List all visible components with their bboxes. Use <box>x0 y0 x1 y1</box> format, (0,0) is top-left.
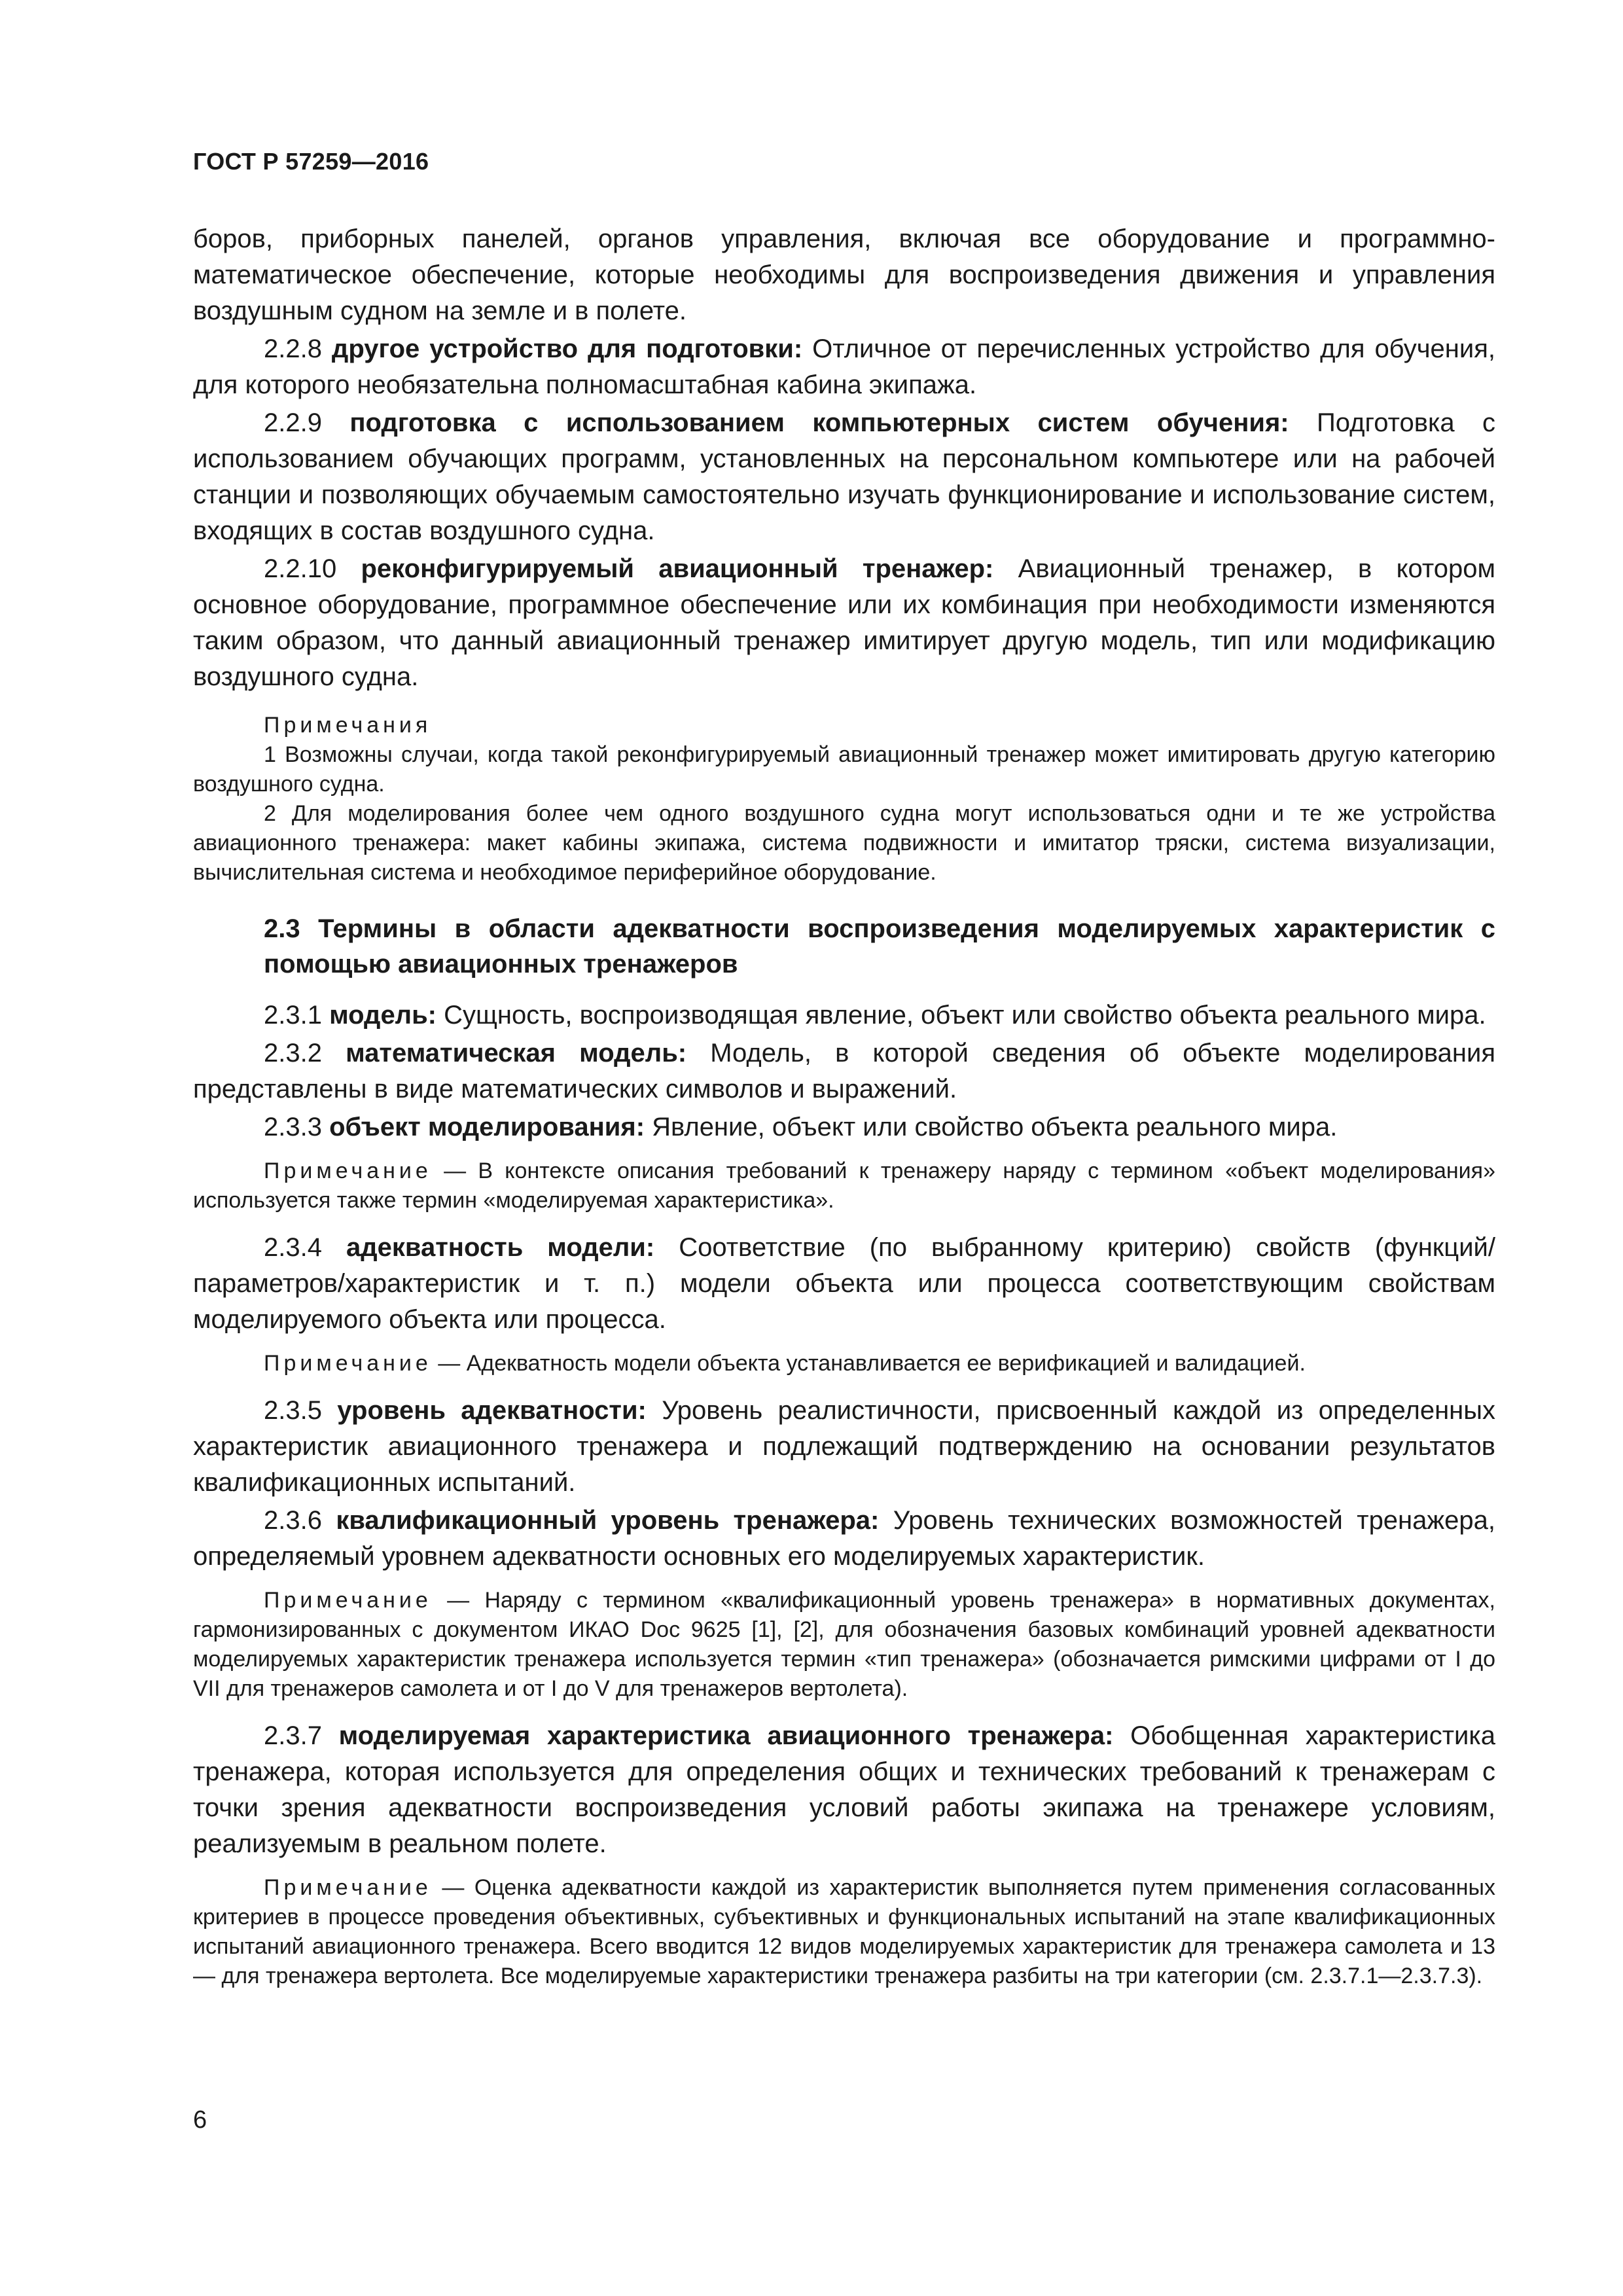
clause-number: 2.3.6 <box>264 1506 336 1535</box>
note-label: Примечание <box>264 1588 432 1613</box>
term-title: модель: <box>329 1001 437 1030</box>
term-definition: Явление, объект или свойство объекта реального мира. <box>645 1113 1338 1141</box>
note-2-3-6 <box>193 1586 1495 1704</box>
clause-number: 2.3.2 <box>264 1039 346 1067</box>
clause-number: 2.3.1 <box>264 1001 330 1030</box>
term-definition: Уровень технических возможностей тренажера, определяемый уровнем адекватности основных его моделируемых характеристик. <box>193 1506 1496 1571</box>
term-title: реконфигурируемый авиационный тренажер: <box>361 554 994 583</box>
term-2-2-8 <box>193 331 1495 403</box>
term-definition: Модель, в которой сведения об объекте моделирования представлены в виде математических символов и выражений. <box>193 1039 1495 1103</box>
clause-number: 2.2.8 <box>264 334 332 363</box>
term-title: объект моделирования: <box>329 1113 645 1141</box>
term-title: другое устройство для подготовки: <box>331 334 803 363</box>
note-text: — Адекватность модели объекта устанавливается ее верификацией и валидацией. <box>431 1351 1306 1376</box>
term-title: адекватность модели: <box>346 1233 655 1262</box>
section-heading-2-3: 2.3 Термины в области адекватности воспроизведения моделируемых характеристик с помощью авиационных тренажеров <box>264 914 1495 978</box>
term-definition: Обобщенная характеристика тренажера, которая используется для определения общих и технических требований к тренажерам с точки зрения адекватности воспроизведения условий работы экипажа на тренажере условиям, реализуемым в реальном полете. <box>193 1721 1496 1858</box>
term-2-2-10 <box>193 551 1495 695</box>
note-2: 2 Для моделирования более чем одного воздушного судна могут использоваться одни и те же устройства авиационного тренажера: макет кабины экипажа, система подвижности и имитатор тряски, система визуализации, вычислительная система и необходимое периферийное оборудование. <box>193 801 1495 885</box>
term-2-3-4 <box>193 1230 1495 1338</box>
document-code-header: ГОСТ Р 57259—2016 <box>193 148 429 175</box>
clause-number: 2.3.3 <box>264 1113 330 1141</box>
notes-heading-label: Примечания <box>264 713 432 738</box>
note-label: Примечание <box>264 1351 432 1376</box>
term-title: уровень адекватности: <box>337 1396 647 1425</box>
page-content <box>193 221 1495 1991</box>
clause-number: 2.3.4 <box>264 1233 346 1262</box>
term-2-3-7 <box>193 1718 1495 1862</box>
clause-number: 2.2.10 <box>264 554 361 583</box>
term-2-3-6 <box>193 1503 1495 1575</box>
note-label: Примечание <box>264 1875 432 1900</box>
term-title: подготовка с использованием компьютерных систем обучения: <box>349 408 1289 437</box>
note-2-3-3 <box>193 1157 1495 1215</box>
term-2-2-9 <box>193 405 1495 549</box>
note-text: — Оценка адекватности каждой из характеристик выполняется путем применения согласованных критериев в процессе проведения объективных, субъективных и функциональных испытаний на этапе квалификационных испытаний авиационного тренажера. Всего вводится 12 видов моделируемых характеристик для тренажера самолета и 13 — для тренажера вертолета. Все моделируемые характеристики тренажера разбиты на три категории (см. 2.3.7.1—2.3.7.3). <box>193 1875 1495 1988</box>
term-definition: Соответствие (по выбранному критерию) свойств (функций/параметров/характеристик и т. п.) модели объекта или процесса соответствующим свойствам моделируемого объекта или процесса. <box>193 1233 1495 1334</box>
term-2-3-3 <box>193 1109 1495 1145</box>
clause-number: 2.2.9 <box>264 408 350 437</box>
page-number: 6 <box>193 2106 207 2134</box>
note-label: Примечание <box>264 1158 432 1183</box>
term-2-3-2 <box>193 1035 1495 1107</box>
term-definition: Отличное от перечисленных устройство для обучения, для которого необязательна полномасштабная кабина экипажа. <box>193 334 1496 399</box>
notes-heading <box>193 711 1495 740</box>
term-definition: Уровень реалистичности, присвоенный каждой из определенных характеристик авиационного тренажера и подлежащий подтверждению на основании результатов квалификационных испытаний. <box>193 1396 1496 1497</box>
term-2-3-1 <box>193 997 1495 1033</box>
clause-number: 2.3.5 <box>264 1396 338 1425</box>
note-text: — В контексте описания требований к тренажеру наряду с термином «объект моделирования» используется также термин «моделируемая характеристика». <box>193 1158 1495 1213</box>
term-definition: Авиационный тренажер, в котором основное оборудование, программное обеспечение или их комбинация при необходимости изменяются таким образом, что данный авиационный тренажер имитирует другую модель, тип или модификацию воздушного судна. <box>193 554 1495 691</box>
term-2-3-5 <box>193 1393 1495 1501</box>
note-text: — Наряду с термином «квалификационный уровень тренажера» в нормативных документах, гармонизированных с документом ИКАО Doc 9625 [1], [2], для обозначения базовых комбинаций уровней адекватности моделируемых характеристик тренажера используется термин «тип тренажера» (обозначается римскими цифрами от I до VII для тренажеров самолета и от I до V для тренажеров вертолета). <box>193 1588 1495 1701</box>
term-definition: Подготовка с использованием обучающих программ, установленных на персональном компьютере или на рабочей станции и позволяющих обучаемым самостоятельно изучать функционирование и использование систем, входящих в состав воздушного судна. <box>193 408 1495 545</box>
note-2-3-4 <box>193 1349 1495 1378</box>
term-title: математическая модель: <box>346 1039 687 1067</box>
term-title: моделируемая характеристика авиационного тренажера: <box>338 1721 1114 1750</box>
term-title: квалификационный уровень тренажера: <box>336 1506 880 1535</box>
term-definition: Сущность, воспроизводящая явление, объект или свойство объекта реального мира. <box>437 1001 1486 1030</box>
clause-number: 2.3.7 <box>264 1721 339 1750</box>
paragraph-continuation: боров, приборных панелей, органов управления, включая все оборудование и программно-математическое обеспечение, которые необходимы для воспроизведения движения и управления воздушным судном на земле и в полете. <box>193 224 1495 325</box>
note-1: 1 Возможны случаи, когда такой реконфигурируемый авиационный тренажер может имитировать другую категорию воздушного судна. <box>193 742 1495 797</box>
note-2-3-7 <box>193 1873 1495 1991</box>
